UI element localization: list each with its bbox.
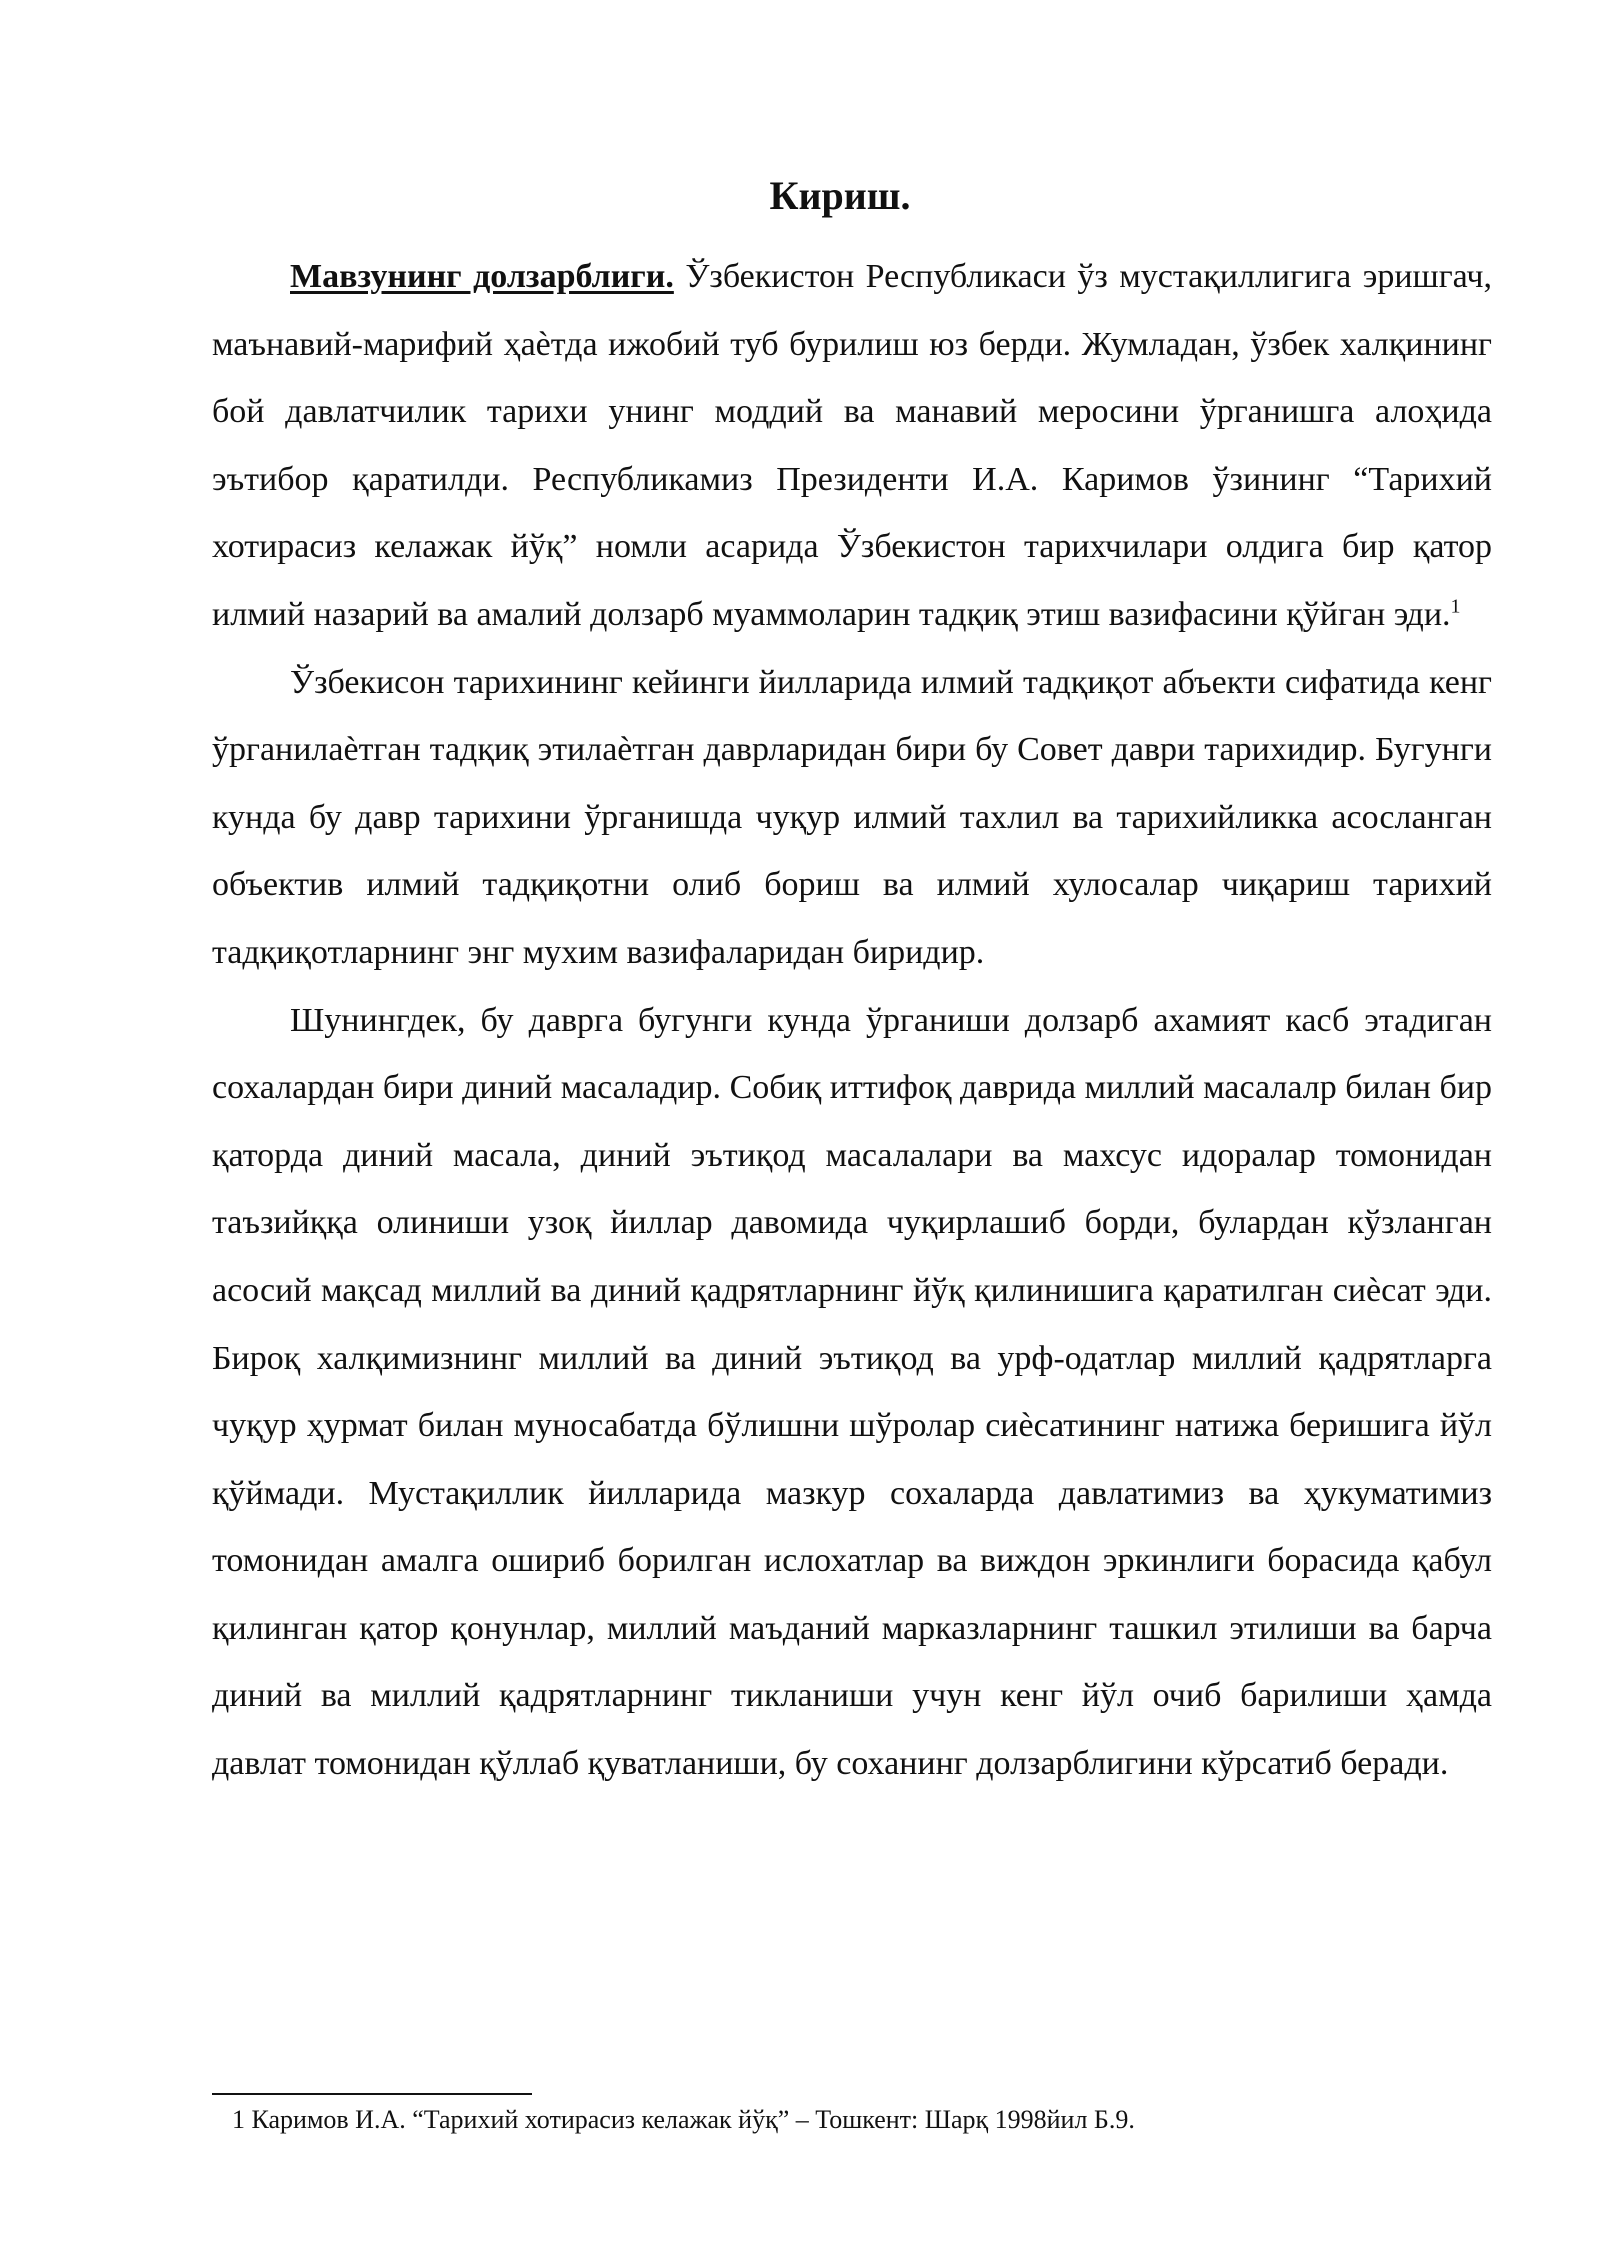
footnote: 1 Каримов И.А. “Тарихий хотирасиз келажак йўқ” – Тошкент: Шарқ 1998йил Б.9. — [232, 2105, 1135, 2134]
section-lead-heading: Мавзунинг долзарблиги. — [290, 258, 674, 295]
body-text — [212, 243, 1492, 1798]
paragraph-text: Ўзбекистон Республикаси ўз мустақиллигига эришгач, маънавий-марифий ҳаѐтда ижобий туб бурилиш юз берди. Жумладан, ўзбек халқининг бой давлатчилик тарихи унинг моддий ва манавий меросини ўрганишга алоҳида эътибор қаратилди. Республикамиз Президенти И.А. Каримов ўзининг “Тарихий хотирасиз келажак йўқ” номли асарида Ўзбекистон тарихчилари олдига бир қатор илмий назарий ва амалий долзарб муаммоларин тадқиқ этиш вазифасини қўйган эди. — [212, 258, 1493, 633]
paragraph-soviet-period: Ўзбекисон тарихининг кейинги йилларида илмий тадқиқот абъекти сифатида кенг ўрганилаѐтган тадқиқ этилаѐтган даврларидан бири бу Совет даври тарихидир. Бугунги кунда бу давр тарихини ўрганишда чуқур илмий тахлил ва тарихийликка асосланган объектив илмий тадқиқотни олиб бориш ва илмий хулосалар чиқариш тарихий тадқиқотларнинг энг мухим вазифаларидан биридир. — [212, 663, 1492, 971]
footnote-reference[interactable]: 1 — [1450, 595, 1461, 618]
page-title: Кириш. — [769, 173, 911, 218]
paragraph-relevance — [212, 243, 1492, 649]
footnote-separator — [212, 2093, 532, 2095]
paragraph-religious-issue: Шунингдек, бу даврга бугунги кунда ўрганиши долзарб ахамият касб этадиган сохалардан бири диний масаладир. Собиқ иттифоқ даврида миллий масалалр билан бир қаторда диний масала, диний эътиқод масалалари ва махсус идоралар томонидан таъзийққа олиниши узоқ йиллар давомида чуқирлашиб борди, булардан кўзланган асосий мақсад миллий ва диний қадрятларнинг йўқ қилинишига қаратилган сиѐсат эди. Бироқ халқимизнинг миллий ва диний эътиқод ва урф-одатлар миллий қадрятларга чуқур ҳурмат билан муносабатда бўлишни шўролар сиѐсатининг натижа беришига йўл қўймади. Мустақиллик йилларида мазкур сохаларда давлатимиз ва ҳукуматимиз томонидан амалга ошириб борилган ислохатлар ва виждон эркинлиги борасида қабул қилинган қатор қонунлар, миллий маъданий марказларнинг ташкил этилиши ва барча диний ва миллий қадрятларнинг тикланиши учун кенг йўл очиб барилиши ҳамда давлат томонидан қўллаб қуватланиши, бу соханинг долзарблигини кўрсатиб беради. — [212, 1001, 1492, 1783]
